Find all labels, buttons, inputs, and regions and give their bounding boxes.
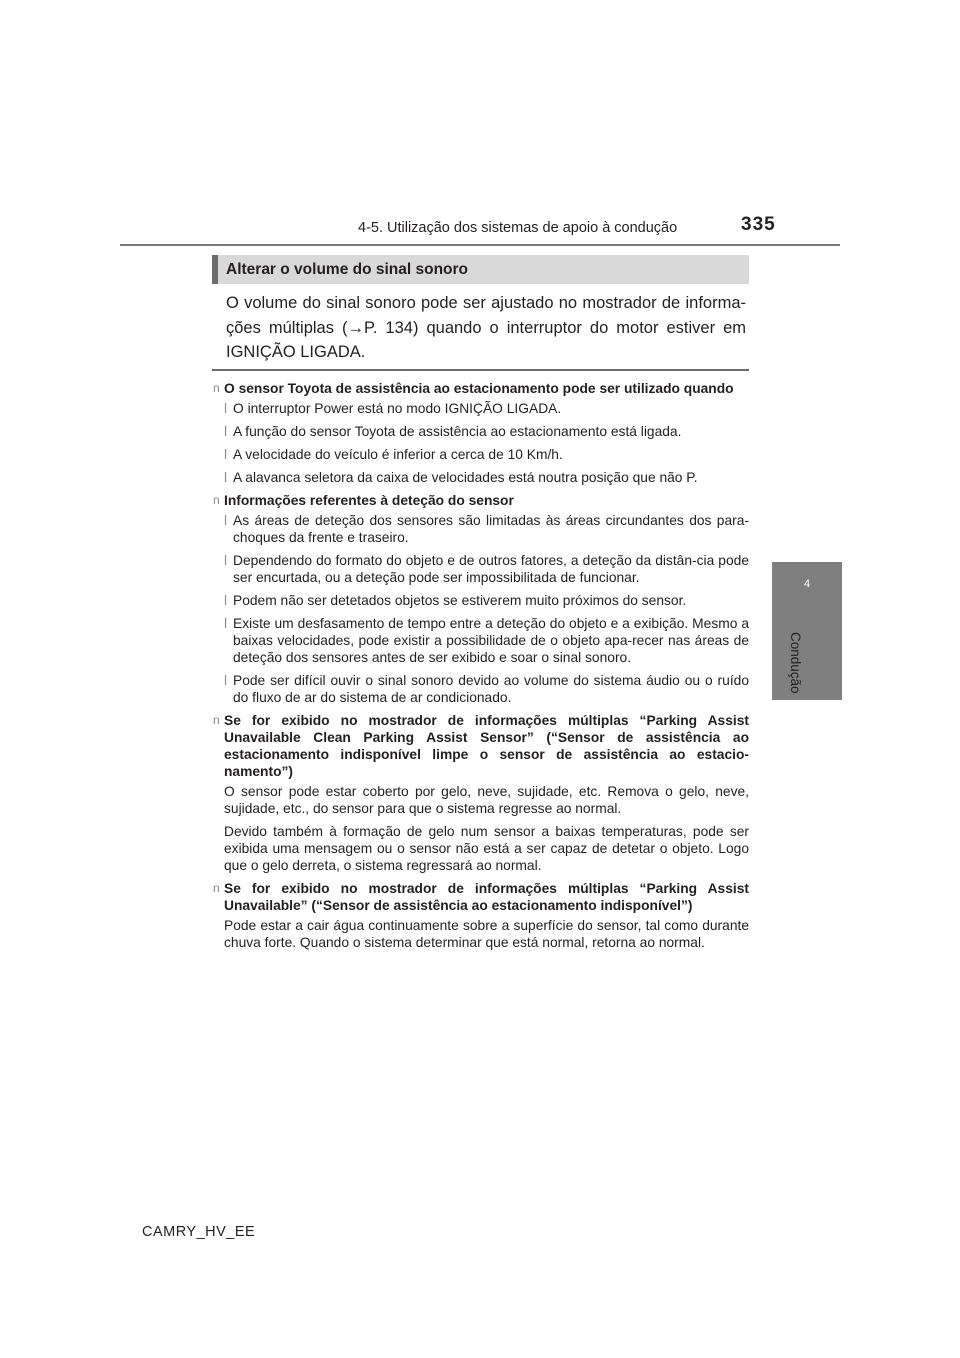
section-rule — [212, 369, 749, 371]
header-section-title: 4-5. Utilização dos sistemas de apoio à condução — [358, 220, 678, 236]
bullet-text: A função do sensor Toyota de assistência ao estacionamento está ligada. — [233, 424, 682, 439]
bullet-text: Existe um desfasamento de tempo entre a deteção do objeto e a exibição. Mesmo a baixas velocidades, pode existir a possibilidade de o objeto apa-recer nas áreas de deteção dos sensores antes de ser exibido e soar o sinal sonoro. — [233, 616, 749, 665]
note-body — [224, 917, 749, 951]
bullet-text: O interruptor Power está no modo IGNIÇÃO LIGADA. — [233, 401, 562, 416]
section-intro: O volume do sinal sonoro pode ser ajustado no mostrador de informa-ções múltiplas (→P. 134) quando o interruptor do motor estiver em IGNIÇÃO LIGADA. — [226, 294, 746, 361]
note-block — [213, 492, 749, 706]
list-item — [224, 672, 749, 706]
bullet-marker-icon: l — [224, 470, 228, 485]
note-paragraph: Pode estar a cair água continuamente sobre a superfície do sensor, tal como durante chuva forte. Quando o sistema determinar que está normal, retorna ao normal. — [224, 918, 749, 950]
note-block — [213, 712, 749, 874]
bullet-marker-icon: l — [224, 424, 228, 439]
bullet-marker-icon: l — [224, 673, 228, 688]
note-title: Se for exibido no mostrador de informações múltiplas “Parking Assist Unavailable” (“Sensor de assistência ao estacionamento indisponível”) — [224, 881, 749, 913]
note-body — [224, 783, 749, 874]
note-marker-icon: n — [213, 381, 220, 395]
bullet-text: Dependendo do formato do objeto e de outros fatores, a deteção da distân-cia pode ser encurtada, ou a deteção pode ser impossibilitada de funcionar. — [233, 553, 749, 585]
note-title: Informações referentes à deteção do sensor — [224, 493, 514, 508]
note-paragraph: O sensor pode estar coberto por gelo, neve, sujidade, etc. Remova o gelo, neve, sujidade, etc., do sensor para que o sistema regresse ao normal. — [224, 784, 749, 816]
note-paragraph: Devido também à formação de gelo num sensor a baixas temperaturas, pode ser exibida uma mensagem ou o sensor não está a ser capaz de detetar o objeto. Logo que o gelo derreta, o sistema regressará ao normal. — [224, 824, 749, 873]
list-item — [224, 446, 749, 463]
note-heading — [213, 880, 749, 914]
bullet-marker-icon: l — [224, 593, 228, 608]
page-number: 335 — [741, 214, 776, 235]
list-item — [224, 469, 749, 486]
note-title: O sensor Toyota de assistência ao estacionamento pode ser utilizado quando — [224, 381, 734, 396]
note-heading — [213, 712, 749, 780]
list-item — [224, 592, 749, 609]
bullet-list — [224, 400, 749, 486]
bullet-text: Podem não ser detetados objetos se estiverem muito próximos do sensor. — [233, 593, 687, 608]
list-item — [224, 615, 749, 666]
list-item — [224, 400, 749, 417]
list-item — [224, 512, 749, 546]
bullet-text: A alavanca seletora da caixa de velocidades está noutra posição que não P. — [233, 470, 698, 485]
section-heading-accent — [212, 255, 218, 284]
note-block — [213, 380, 749, 486]
notes-list — [213, 380, 749, 957]
note-marker-icon: n — [213, 881, 220, 895]
note-heading — [213, 492, 749, 509]
chapter-tab-label: Condução — [788, 632, 803, 694]
bullet-marker-icon: l — [224, 447, 228, 462]
chapter-tab-number: 4 — [803, 578, 811, 590]
bullet-marker-icon: l — [224, 513, 228, 528]
note-marker-icon: n — [213, 493, 220, 507]
bullet-marker-icon: l — [224, 616, 228, 631]
note-block — [213, 880, 749, 951]
list-item — [224, 552, 749, 586]
footer-document-code: CAMRY_HV_EE — [142, 1224, 256, 1240]
bullet-list — [224, 512, 749, 706]
bullet-text: A velocidade do veículo é inferior a cerca de 10 Km/h. — [233, 447, 563, 462]
section-title: Alterar o volume do sinal sonoro — [226, 261, 469, 278]
bullet-text: As áreas de deteção dos sensores são limitadas às áreas circundantes dos para-choques da frente e traseiro. — [233, 513, 749, 545]
bullet-text: Pode ser difícil ouvir o sinal sonoro devido ao volume do sistema áudio ou o ruído do fluxo de ar do sistema de ar condicionado. — [233, 673, 749, 705]
note-heading — [213, 380, 749, 397]
bullet-marker-icon: l — [224, 401, 228, 416]
header-rule — [120, 244, 840, 246]
note-marker-icon: n — [213, 713, 220, 727]
note-title: Se for exibido no mostrador de informações múltiplas “Parking Assist Unavailable Clean Parking Assist Sensor” (“Sensor de assistência ao estacionamento indisponível limpe o sensor de assistência ao estacio-namento”) — [224, 713, 749, 779]
bullet-marker-icon: l — [224, 553, 228, 568]
list-item — [224, 423, 749, 440]
